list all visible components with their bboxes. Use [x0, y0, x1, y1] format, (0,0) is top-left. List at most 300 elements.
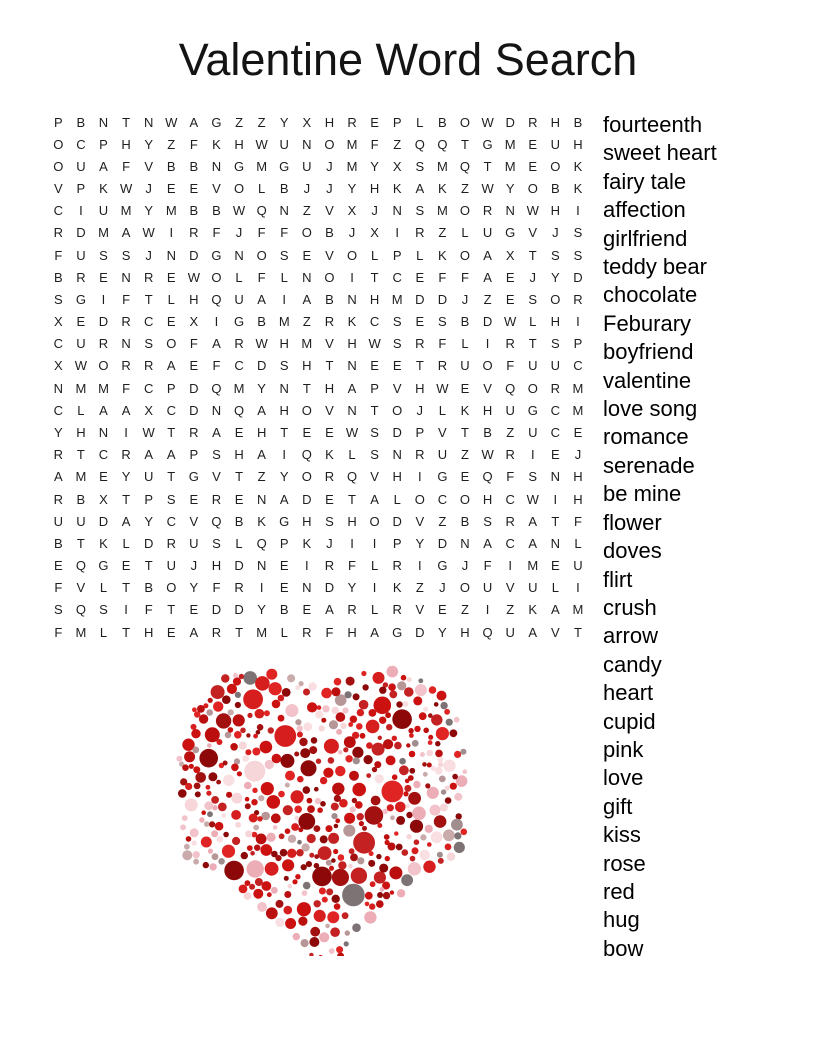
grid-letter: I — [395, 225, 400, 241]
grid-letter: R — [550, 380, 561, 396]
grid-letter: S — [438, 314, 447, 330]
grid-letter: O — [301, 402, 312, 418]
grid-letter: E — [415, 269, 425, 285]
grid-letter: E — [302, 424, 312, 440]
grid-letter: M — [233, 380, 245, 396]
grid-letter: J — [326, 535, 333, 551]
grid-letter: H — [189, 291, 199, 307]
grid-letter: M — [98, 225, 109, 241]
grid-letter: R — [143, 358, 154, 374]
grid-letter: Z — [438, 513, 447, 529]
grid-letter: U — [528, 424, 538, 440]
grid-letter: R — [234, 336, 244, 352]
grid-letter: E — [370, 114, 379, 130]
grid-letter: E — [528, 158, 538, 174]
grid-letter: Y — [121, 469, 131, 485]
grid-letter: B — [325, 291, 334, 307]
grid-letter: D — [189, 402, 199, 418]
grid-letter: V — [53, 181, 63, 197]
grid-letter: N — [211, 402, 222, 418]
grid-letter: S — [551, 336, 560, 352]
grid-letter: K — [325, 447, 334, 463]
grid-letter: W — [345, 424, 359, 440]
grid-letter: F — [438, 336, 447, 352]
grid-letter: R — [98, 336, 109, 352]
grid-letter: C — [234, 358, 244, 374]
grid-letter: X — [189, 314, 199, 330]
grid-letter: U — [76, 513, 86, 529]
grid-letter: O — [414, 491, 425, 507]
grid-letter: N — [143, 114, 154, 130]
grid-letter: Y — [347, 181, 357, 197]
grid-letter: G — [527, 402, 538, 418]
word-list-item: cupid — [603, 708, 656, 734]
grid-letter: E — [370, 358, 379, 374]
grid-letter: P — [392, 114, 402, 130]
heart-dots-image — [172, 656, 472, 956]
grid-letter: J — [190, 558, 198, 574]
grid-letter: P — [415, 424, 425, 440]
grid-letter: B — [53, 269, 63, 285]
grid-letter: N — [302, 580, 312, 596]
grid-letter: N — [256, 558, 267, 574]
grid-letter: Q — [211, 380, 222, 396]
grid-letter: T — [235, 624, 244, 640]
grid-letter: Z — [506, 424, 515, 440]
grid-letter: T — [528, 336, 537, 352]
grid-letter: N — [392, 447, 402, 463]
grid-letter: Q — [482, 624, 493, 640]
grid-letter: P — [166, 380, 176, 396]
grid-letter: C — [437, 491, 448, 507]
grid-letter: J — [416, 402, 424, 418]
grid-letter: H — [234, 136, 244, 152]
grid-letter: A — [483, 269, 492, 285]
grid-letter: J — [439, 580, 446, 596]
grid-letter: U — [505, 402, 515, 418]
grid-letter: Z — [415, 580, 424, 596]
grid-letter: A — [189, 114, 199, 130]
grid-letter: A — [302, 291, 312, 307]
word-list-item: crush — [603, 594, 657, 620]
grid-letter: A — [483, 247, 492, 263]
grid-letter: K — [257, 513, 266, 529]
grid-letter: D — [189, 380, 199, 396]
word-list-item: romance — [603, 424, 689, 450]
grid-letter: M — [504, 158, 516, 174]
grid-letter: B — [189, 158, 199, 174]
grid-letter: T — [235, 469, 244, 485]
grid-letter: E — [234, 424, 244, 440]
grid-letter: F — [257, 225, 266, 241]
grid-letter: Y — [144, 513, 153, 529]
grid-letter: A — [370, 624, 379, 640]
grid-letter: A — [257, 291, 266, 307]
grid-letter: N — [53, 380, 63, 396]
grid-letter: L — [258, 181, 266, 197]
grid-letter: Q — [256, 203, 267, 219]
word-list-item: candy — [603, 651, 662, 677]
grid-letter: B — [483, 424, 492, 440]
grid-letter: C — [53, 203, 63, 219]
grid-letter: S — [573, 225, 583, 241]
grid-letter: K — [438, 247, 447, 263]
grid-letter: W — [481, 447, 494, 463]
grid-letter: A — [212, 336, 221, 352]
grid-letter: M — [120, 203, 132, 219]
grid-letter: I — [350, 269, 354, 285]
grid-letter: E — [99, 269, 108, 285]
grid-letter: O — [256, 247, 267, 263]
grid-letter: I — [282, 447, 287, 463]
grid-letter: Q — [75, 558, 86, 574]
grid-letter: Q — [211, 291, 222, 307]
grid-letter: O — [459, 203, 471, 219]
grid-letter: S — [415, 203, 425, 219]
grid-letter: T — [348, 491, 356, 507]
grid-letter: N — [302, 269, 312, 285]
grid-letter: R — [76, 269, 86, 285]
grid-letter: H — [324, 380, 335, 396]
grid-letter: R — [573, 291, 583, 307]
grid-letter: R — [302, 624, 312, 640]
grid-letter: X — [370, 225, 379, 241]
grid-letter: S — [573, 247, 583, 263]
grid-letter: W — [436, 380, 449, 396]
grid-letter: Y — [279, 114, 289, 130]
grid-letter: E — [279, 558, 289, 574]
grid-letter: U — [550, 358, 561, 374]
grid-letter: Q — [414, 136, 425, 152]
grid-letter: C — [98, 447, 109, 463]
grid-letter: V — [325, 203, 334, 219]
grid-letter: J — [552, 225, 559, 241]
grid-letter: N — [234, 247, 244, 263]
grid-letter: Q — [75, 602, 86, 618]
grid-letter: H — [347, 336, 357, 352]
word-list-item: pink — [603, 736, 644, 762]
grid-letter: A — [212, 424, 221, 440]
grid-letter: I — [214, 314, 219, 330]
grid-letter: L — [574, 535, 582, 551]
grid-letter: E — [325, 424, 334, 440]
grid-letter: K — [212, 136, 221, 152]
grid-letter: U — [143, 469, 154, 485]
grid-letter: M — [527, 558, 539, 574]
grid-letter: H — [550, 314, 561, 330]
grid-letter: J — [574, 447, 582, 463]
grid-letter: A — [99, 402, 108, 418]
grid-letter: B — [212, 203, 221, 219]
grid-letter: O — [527, 181, 538, 197]
grid-letter: L — [167, 291, 175, 307]
grid-letter: D — [415, 291, 425, 307]
grid-letter: P — [573, 336, 583, 352]
grid-letter: T — [167, 602, 176, 618]
grid-letter: K — [99, 181, 108, 197]
grid-letter: S — [279, 247, 289, 263]
grid-letter: R — [324, 314, 335, 330]
word-list-item: fourteenth — [603, 112, 703, 137]
grid-letter: P — [370, 380, 379, 396]
grid-letter: E — [528, 136, 538, 152]
grid-letter: S — [483, 513, 492, 529]
grid-letter: E — [189, 491, 199, 507]
grid-letter: Y — [257, 602, 266, 618]
grid-letter: V — [415, 602, 425, 618]
grid-letter: H — [121, 136, 131, 152]
grid-letter: R — [392, 602, 402, 618]
grid-letter: P — [392, 247, 402, 263]
grid-letter: W — [165, 114, 178, 130]
grid-letter: R — [324, 558, 335, 574]
grid-letter: L — [122, 535, 130, 551]
grid-letter: E — [53, 558, 63, 574]
grid-letter: S — [415, 158, 425, 174]
grid-letter: R — [505, 447, 515, 463]
grid-letter: S — [279, 358, 289, 374]
grid-letter: C — [505, 491, 515, 507]
grid-letter: R — [166, 535, 176, 551]
grid-letter: L — [99, 624, 108, 640]
grid-letter: Z — [506, 602, 515, 618]
grid-letter: L — [235, 535, 243, 551]
grid-letter: B — [573, 114, 583, 130]
grid-letter: M — [504, 136, 516, 152]
grid-letter: H — [347, 624, 357, 640]
grid-letter: S — [370, 424, 379, 440]
grid-letter: M — [436, 158, 448, 174]
grid-letter: A — [279, 491, 289, 507]
grid-letter: C — [143, 380, 154, 396]
grid-letter: Y — [505, 181, 515, 197]
grid-letter: T — [144, 291, 153, 307]
grid-letter: U — [528, 580, 538, 596]
grid-letter: T — [302, 380, 311, 396]
grid-letter: N — [166, 247, 176, 263]
grid-letter: T — [370, 402, 379, 418]
grid-letter: W — [368, 336, 381, 352]
grid-letter: N — [302, 136, 312, 152]
grid-letter: R — [505, 336, 515, 352]
grid-letter: S — [551, 247, 560, 263]
grid-letter: A — [528, 624, 538, 640]
grid-letter: V — [212, 181, 221, 197]
grid-letter: F — [438, 269, 447, 285]
grid-letter: H — [256, 424, 267, 440]
grid-letter: Z — [438, 225, 447, 241]
grid-letter: I — [576, 580, 580, 596]
grid-letter: D — [256, 358, 267, 374]
grid-letter: F — [189, 336, 198, 352]
grid-letter: F — [280, 225, 289, 241]
grid-letter: A — [99, 158, 108, 174]
grid-letter: M — [572, 380, 584, 396]
grid-letter: E — [166, 624, 176, 640]
grid-letter: U — [76, 336, 86, 352]
grid-letter: D — [98, 314, 109, 330]
grid-letter: B — [257, 314, 266, 330]
word-list-item: Feburary — [603, 310, 692, 336]
grid-letter: C — [166, 513, 176, 529]
grid-letter: A — [121, 225, 131, 241]
grid-letter: A — [53, 469, 63, 485]
grid-letter: M — [572, 602, 584, 618]
grid-letter: D — [392, 513, 402, 529]
grid-letter: W — [119, 181, 133, 197]
word-list-item: love song — [603, 396, 698, 422]
grid-letter: O — [166, 580, 177, 596]
grid-letter: E — [302, 247, 312, 263]
grid-letter: Y — [551, 269, 560, 285]
grid-letter: L — [393, 491, 401, 507]
grid-letter: R — [415, 447, 425, 463]
grid-letter: D — [482, 314, 493, 330]
grid-letter: V — [144, 158, 153, 174]
grid-letter: O — [324, 136, 335, 152]
grid-letter: T — [370, 269, 379, 285]
grid-letter: K — [392, 580, 402, 596]
grid-letter: S — [370, 447, 379, 463]
word-list-item: valentine — [603, 367, 692, 393]
grid-letter: I — [282, 291, 287, 307]
grid-letter: O — [369, 513, 380, 529]
grid-letter: M — [572, 402, 584, 418]
grid-letter: U — [302, 158, 312, 174]
grid-letter: P — [76, 181, 86, 197]
grid-letter: T — [122, 114, 131, 130]
grid-letter: O — [550, 291, 561, 307]
grid-letter: Y — [53, 424, 63, 440]
grid-letter: K — [460, 402, 470, 418]
grid-letter: R — [121, 447, 131, 463]
grid-letter: E — [302, 602, 312, 618]
grid-letter: R — [121, 358, 131, 374]
grid-letter: H — [415, 380, 425, 396]
grid-letter: G — [188, 469, 199, 485]
grid-letter: C — [53, 336, 63, 352]
grid-letter: B — [438, 114, 447, 130]
grid-letter: V — [370, 469, 379, 485]
grid-letter: L — [280, 624, 288, 640]
grid-letter: G — [437, 558, 448, 574]
grid-letter: R — [189, 424, 199, 440]
word-list-item: gift — [603, 793, 633, 819]
grid-letter: N — [460, 535, 470, 551]
grid-letter: U — [482, 225, 493, 241]
grid-letter: M — [346, 136, 358, 152]
grid-letter: A — [528, 535, 538, 551]
grid-letter: L — [529, 314, 537, 330]
grid-letter: B — [144, 580, 153, 596]
grid-letter: O — [233, 181, 245, 197]
grid-letter: N — [211, 158, 222, 174]
grid-letter: X — [144, 402, 153, 418]
grid-letter: E — [166, 314, 176, 330]
grid-letter: G — [211, 247, 222, 263]
grid-letter: M — [278, 314, 290, 330]
grid-letter: N — [121, 336, 131, 352]
grid-letter: N — [550, 535, 561, 551]
grid-letter: F — [212, 580, 221, 596]
grid-letter: Q — [301, 447, 312, 463]
grid-letter: F — [189, 136, 198, 152]
grid-letter: M — [391, 291, 403, 307]
grid-letter: G — [437, 469, 448, 485]
grid-letter: O — [301, 225, 312, 241]
grid-letter: R — [528, 114, 538, 130]
grid-letter: E — [551, 558, 560, 574]
grid-letter: I — [169, 225, 174, 241]
grid-letter: B — [53, 535, 63, 551]
word-list-item: hug — [603, 907, 640, 933]
grid-letter: Z — [302, 203, 311, 219]
grid-letter: A — [121, 513, 131, 529]
word-list-item: kiss — [603, 822, 641, 848]
grid-letter: R — [392, 558, 402, 574]
grid-letter: H — [143, 624, 154, 640]
grid-letter: E — [438, 602, 447, 618]
grid-letter: G — [75, 291, 86, 307]
grid-letter: E — [166, 269, 176, 285]
word-list-item: flirt — [603, 566, 633, 592]
grid-letter: L — [370, 247, 379, 263]
grid-letter: S — [528, 291, 538, 307]
grid-letter: H — [302, 513, 312, 529]
grid-letter: Y — [279, 469, 289, 485]
grid-letter: R — [437, 358, 448, 374]
grid-letter: G — [98, 558, 109, 574]
grid-letter: B — [166, 158, 176, 174]
grid-letter: C — [550, 424, 561, 440]
grid-letter: E — [76, 314, 86, 330]
grid-letter: Y — [189, 580, 199, 596]
word-list-item: boyfriend — [603, 339, 694, 365]
grid-letter: M — [436, 203, 448, 219]
grid-letter: L — [461, 225, 469, 241]
grid-letter: W — [187, 269, 200, 285]
grid-letter: N — [121, 269, 131, 285]
grid-letter: W — [255, 336, 268, 352]
grid-letter: S — [212, 447, 221, 463]
grid-letter: R — [415, 336, 425, 352]
grid-letter: O — [527, 380, 538, 396]
word-list-item: fairy tale — [603, 168, 687, 194]
grid-letter: I — [305, 558, 309, 574]
grid-letter: O — [53, 158, 64, 174]
grid-letter: Z — [257, 469, 266, 485]
grid-letter: E — [189, 602, 199, 618]
grid-letter: X — [505, 247, 515, 263]
grid-letter: T — [167, 469, 176, 485]
grid-letter: O — [459, 247, 471, 263]
grid-letter: Y — [370, 158, 379, 174]
grid-letter: T — [325, 358, 334, 374]
grid-letter: L — [438, 402, 446, 418]
grid-letter: E — [505, 269, 515, 285]
grid-letter: D — [234, 558, 244, 574]
grid-letter: D — [302, 491, 312, 507]
grid-letter: B — [279, 602, 289, 618]
grid-letter: X — [302, 114, 312, 130]
grid-letter: C — [143, 314, 154, 330]
grid-letter: W — [255, 136, 268, 152]
grid-letter: X — [53, 358, 63, 374]
grid-letter: U — [76, 247, 86, 263]
grid-letter: D — [415, 624, 425, 640]
grid-letter: K — [302, 535, 312, 551]
grid-letter: Z — [257, 114, 266, 130]
